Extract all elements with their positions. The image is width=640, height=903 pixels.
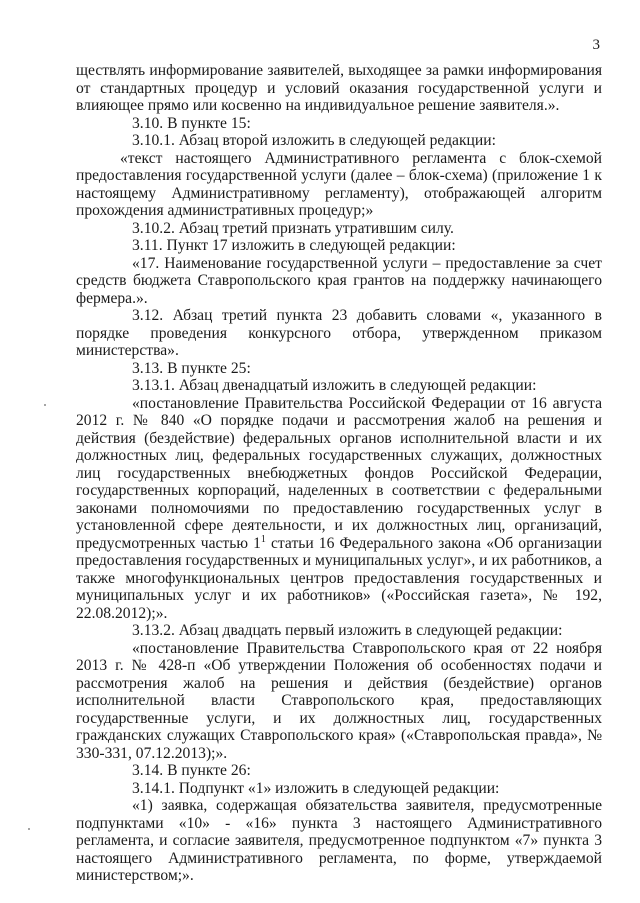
paragraph-quote-decree-428: «постановление Правительства Ставропольского края от 22 ноября 2013 г. № 428-п «Об утверждении Положения об особенностях подачи и рассмотрения жалоб на решения и действия (бездействие) органов исполнительной власти Ставропольского края, предоставляющих государственные услуги, и их должностных лиц, государственных гражданских служащих Ставропольского края» («Ставропольская правда», № 330-331, 07.12.2013);». xyxy=(76,639,602,762)
paragraph-item-3-14: 3.14. В пункте 26: xyxy=(132,762,251,779)
document-body xyxy=(76,62,602,885)
decree-840-text-before: «постановление Правительства Российской Федерации от 16 августа 2012 г. № 840 «О порядке подачи и рассмотрения жалоб на решения и действия (бездействие) федеральных органов исполнительной власти и их должностных лиц, федеральных государственных служащих, должностных лиц государственных внебюджетных фондов Российской Федерации, государственных корпораций, наделенных в соответствии с федеральными законами полномочиями по предоставлению государственных услуг в установленной сфере деятельности, и их должностных лиц, организаций, предусмотренных частью 1 xyxy=(76,394,602,552)
paragraph-item-3-10: 3.10. В пункте 15: xyxy=(132,114,251,132)
paragraph-item-3-13: 3.13. В пункте 25: xyxy=(132,359,251,377)
paragraph-quote-text: «текст настоящего Административного регламента с блок-схемой предоставления государственной услуги (далее – блок-схема) (приложение 1 к настоящему Административному регламенту), отображающей алгоритм прохождения административных процедур;» xyxy=(76,149,602,219)
paragraph-item-3-13-1: 3.13.1. Абзац двенадцатый изложить в следующей редакции: xyxy=(132,377,537,394)
paragraph-item-3-10-1: 3.10.1. Абзац второй изложить в следующей редакции: xyxy=(132,132,496,149)
paragraph-continuation: ществлять информирование заявителей, выходящее за рамки информирования от стандартных процедур и условий оказания государственной услуги и влияющее прямо или косвенно на индивидуальное решение заявителя.». xyxy=(76,62,602,114)
paragraph-quote-17: «17. Наименование государственной услуги – предоставление за счет средств бюджета Ставропольского края грантов на поддержку начинающего фермера.». xyxy=(76,254,602,307)
paragraph-quote-decree-840 xyxy=(76,395,602,623)
paragraph-item-3-12: 3.12. Абзац третий пункта 23 добавить словами «, указанного в порядке проведения конкурсного отбора, утвержденном приказом министерства». xyxy=(76,307,602,359)
decree-840-text-after: статьи 16 Федерального закона «Об организации предоставления государственных и муниципальных услуг», и их работников, а также многофункциональных центров предоставления государственных и муниципальных услуг и их работников» («Российская газета», № 192, 22.08.2012);». xyxy=(76,534,602,622)
superscript: 1 xyxy=(260,533,266,545)
paragraph-item-3-13-2: 3.13.2. Абзац двадцать первый изложить в следующей редакции: xyxy=(132,622,563,639)
paragraph-item-3-14-1: 3.14.1. Подпункт «1» изложить в следующей редакции: xyxy=(132,779,500,797)
scan-speck xyxy=(44,404,46,406)
page-number: 3 xyxy=(592,37,600,53)
paragraph-item-3-10-2: 3.10.2. Абзац третий признать утратившим силу. xyxy=(132,219,454,237)
paragraph-item-3-11: 3.11. Пункт 17 изложить в следующей редакции: xyxy=(132,237,456,254)
paragraph-quote-subitem-1: «1) заявка, содержащая обязательства заявителя, предусмотренные подпунктами «10» - «16» пункта 3 настоящего Административного регламента, и согласие заявителя, предусмотренное подпунктом «7» пункта 3 настоящего Административного регламента, по форме, утверждаемой министерством;». xyxy=(76,797,602,884)
scan-speck xyxy=(28,828,30,830)
